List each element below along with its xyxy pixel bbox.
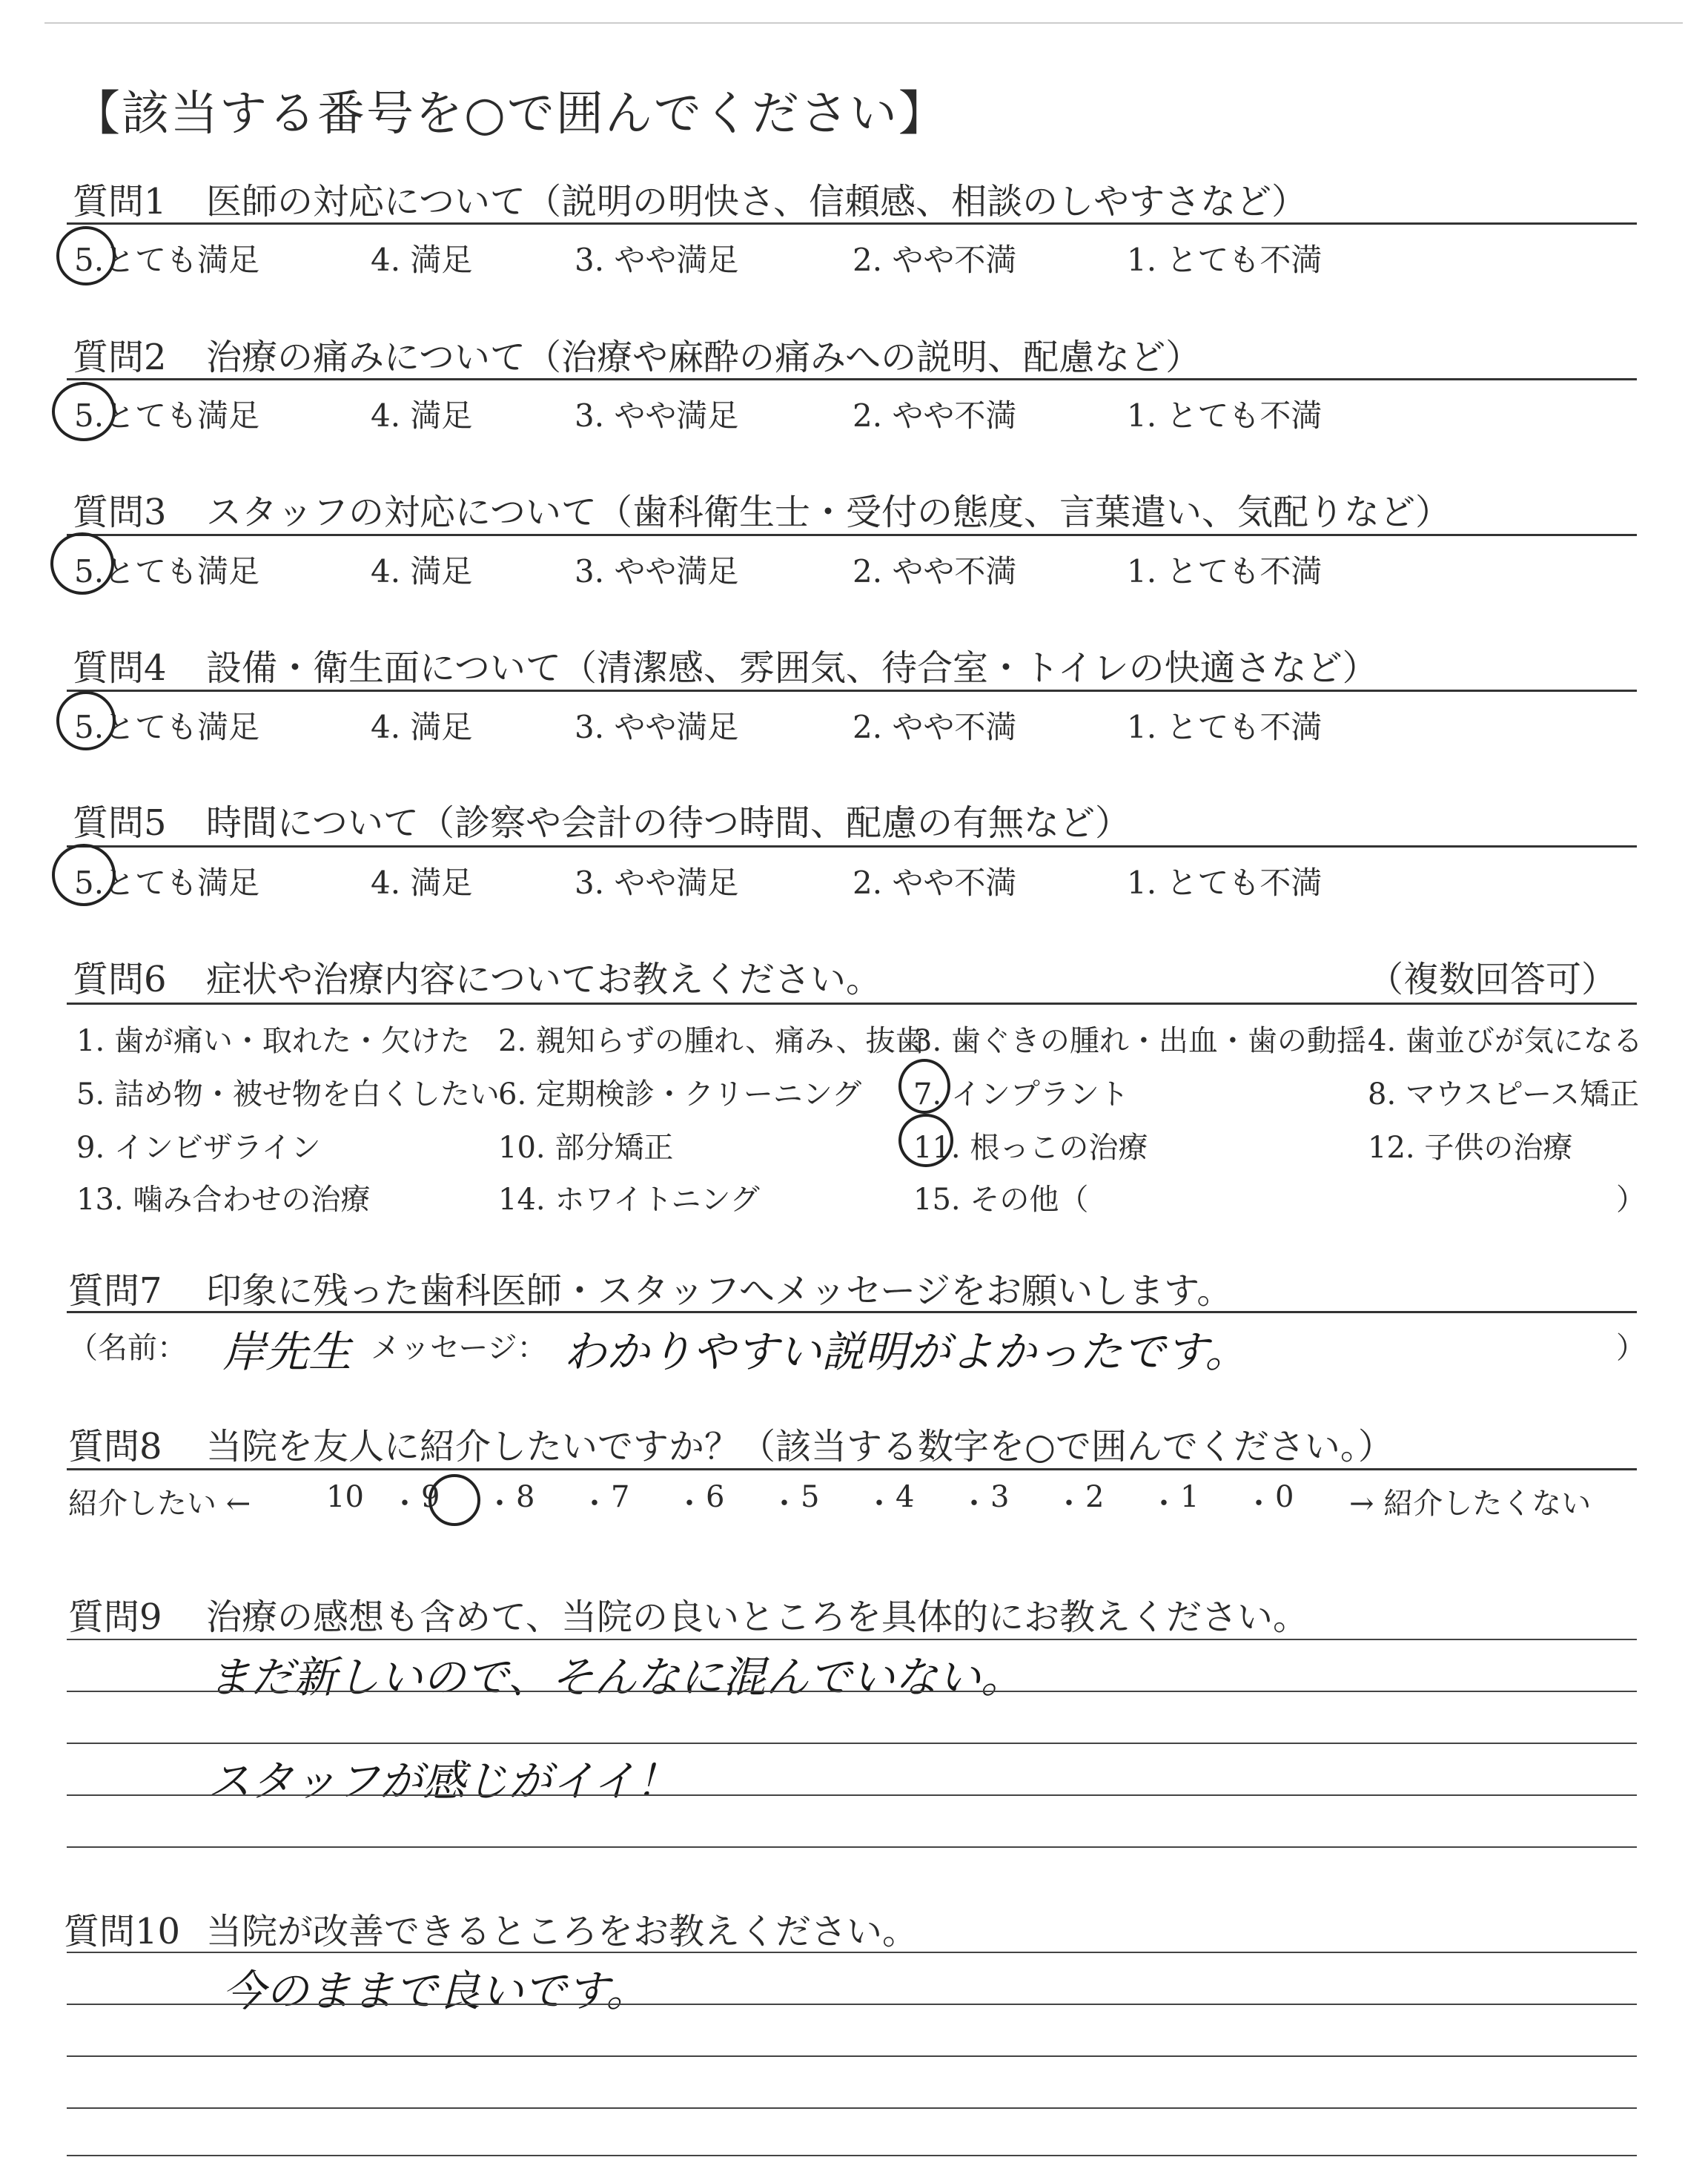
q10-rule-1 <box>67 1952 1637 1953</box>
q8-scale-separator: ・ <box>580 1487 609 1521</box>
q8-scale-7[interactable]: 7 <box>611 1480 630 1514</box>
question-8-text: 当院を友人に紹介したいですか？（該当する数字を○で囲んでください。） <box>206 1426 1394 1467</box>
q6-item-2[interactable]: 2. 親知らずの腫れ、痛み、抜歯 <box>498 1024 925 1058</box>
q9-answer-1[interactable]: まだ新しいので、そんなに混んでいない。 <box>208 1652 1024 1702</box>
question-1-rule <box>67 222 1637 225</box>
q5-option-5[interactable]: 5.とても満足 <box>74 865 260 901</box>
q3-option-4[interactable]: 4. 満足 <box>371 553 473 589</box>
q9-rule-1 <box>67 1639 1637 1640</box>
question-7-label: 質問7 <box>68 1270 162 1312</box>
q8-scale-separator: ・ <box>485 1487 514 1521</box>
q6-item-9[interactable]: 9. インビザライン <box>76 1131 321 1165</box>
q6-selection-circle-11 <box>898 1114 953 1167</box>
q6-item-14[interactable]: 14. ホワイトニング <box>498 1183 760 1217</box>
question-7-rule <box>67 1311 1637 1313</box>
q8-scale-2[interactable]: 2 <box>1085 1480 1105 1514</box>
q8-scale-3[interactable]: 3 <box>990 1480 1010 1514</box>
question-8-rule <box>67 1468 1637 1470</box>
q9-answer-2[interactable]: スタッフが感じがイイ！ <box>208 1756 679 1806</box>
q1-option-3[interactable]: 3. やや満足 <box>575 242 739 278</box>
q6-item-3[interactable]: 3. 歯ぐきの腫れ・出血・歯の動揺 <box>913 1024 1366 1058</box>
q10-rule-2 <box>67 2004 1637 2005</box>
q4-option-2[interactable]: 2. やや不満 <box>853 709 1017 745</box>
q6-item-7[interactable]: 7. インプラント <box>913 1077 1129 1112</box>
q6-item-4[interactable]: 4. 歯並びが気になる <box>1368 1024 1643 1058</box>
q5-option-1[interactable]: 1. とても不満 <box>1127 865 1323 901</box>
q8-scale-5[interactable]: 5 <box>801 1480 820 1514</box>
q7-message-label: メッセージ： <box>371 1331 547 1365</box>
q2-option-2[interactable]: 2. やや不満 <box>853 397 1017 434</box>
question-7-text: 印象に残った歯科医師・スタッフへメッセージをお願いします。 <box>206 1270 1233 1312</box>
q4-option-3[interactable]: 3. やや満足 <box>575 709 739 745</box>
q7-message-handwritten[interactable]: わかりやすい説明がよかったです。 <box>563 1327 1248 1377</box>
q8-scale-separator: ・ <box>959 1487 989 1521</box>
q9-rule-3 <box>67 1743 1637 1744</box>
q8-scale-separator: ・ <box>1244 1487 1274 1521</box>
question-3-label: 質問3 <box>73 492 167 533</box>
q5-selection-circle <box>52 844 116 906</box>
question-5-rule <box>67 845 1637 848</box>
question-10-label: 質問10 <box>64 1911 181 1952</box>
q10-rule-3 <box>67 2055 1637 2057</box>
q6-item-10[interactable]: 10. 部分矯正 <box>498 1131 674 1165</box>
q10-rule-5 <box>67 2155 1637 2156</box>
question-5-label: 質問5 <box>73 802 167 844</box>
q8-scale-6[interactable]: 6 <box>706 1480 725 1514</box>
question-2-rule <box>67 378 1637 380</box>
question-9-label: 質問9 <box>68 1596 162 1638</box>
q9-rule-4 <box>67 1794 1637 1796</box>
q6-item-11[interactable]: 11. 根っこの治療 <box>913 1131 1148 1165</box>
question-6-label: 質問6 <box>73 959 167 1000</box>
q1-option-2[interactable]: 2. やや不満 <box>853 242 1017 278</box>
scan-top-edge <box>44 22 1683 24</box>
q6-item-1[interactable]: 1. 歯が痛い・取れた・欠けた <box>76 1024 470 1058</box>
q4-option-5[interactable]: 5.とても満足 <box>74 709 260 745</box>
question-6-rule <box>67 1003 1637 1005</box>
q8-scale-0[interactable]: 0 <box>1275 1480 1294 1514</box>
q8-scale-separator: ・ <box>675 1487 704 1521</box>
question-6-note: （複数回答可） <box>1368 959 1618 1000</box>
q8-scale-9[interactable]: 9 <box>421 1480 440 1514</box>
q6-item-8[interactable]: 8. マウスピース矯正 <box>1368 1077 1640 1112</box>
q8-scale-separator: ・ <box>1149 1487 1179 1521</box>
q2-selection-circle <box>52 382 116 441</box>
question-6-text: 症状や治療内容についてお教えください。 <box>206 959 882 1000</box>
q10-rule-4 <box>67 2107 1637 2109</box>
q7-close-paren: ） <box>1616 1331 1646 1365</box>
q6-item-5[interactable]: 5. 詰め物・被せ物を白くしたい <box>76 1077 500 1112</box>
q8-scale-4[interactable]: 4 <box>896 1480 915 1514</box>
question-5-text: 時間について（診察や会計の待つ時間、配慮の有無など） <box>206 802 1131 844</box>
q1-option-5[interactable]: 5.とても満足 <box>74 242 260 278</box>
page-title: 【該当する番号を○で囲んでください】 <box>73 87 947 142</box>
question-3-text: スタッフの対応について（歯科衛生士・受付の態度、言葉遣い、気配りなど） <box>206 492 1452 533</box>
q7-name-label: （名前： <box>68 1331 187 1365</box>
q6-item-13[interactable]: 13. 噛み合わせの治療 <box>76 1183 371 1217</box>
q7-name-handwritten[interactable]: 岸先生 <box>222 1327 352 1377</box>
q1-option-4[interactable]: 4. 満足 <box>371 242 473 278</box>
question-10-text: 当院が改善できるところをお教えください。 <box>206 1911 918 1952</box>
q3-option-1[interactable]: 1. とても不満 <box>1127 553 1323 589</box>
q3-option-5[interactable]: 5.とても満足 <box>74 553 260 589</box>
q8-left-label: 紹介したい ← <box>68 1487 251 1521</box>
q5-option-2[interactable]: 2. やや不満 <box>853 865 1017 901</box>
q8-scale-separator: ・ <box>864 1487 894 1521</box>
q8-right-label: → 紹介したくない <box>1349 1487 1592 1521</box>
question-4-text: 設備・衛生面について（清潔感、雰囲気、待合室・トイレの快適さなど） <box>206 647 1378 689</box>
q9-rule-2 <box>67 1691 1637 1692</box>
q8-scale-separator: ・ <box>390 1487 420 1521</box>
question-2-text: 治療の痛みについて（治療や麻酔の痛みへの説明、配慮など） <box>206 337 1202 378</box>
q6-item-6[interactable]: 6. 定期検診・クリーニング <box>498 1077 862 1112</box>
q3-option-2[interactable]: 2. やや不満 <box>853 553 1017 589</box>
q6-selection-circle-7 <box>898 1059 950 1114</box>
q4-option-1[interactable]: 1. とても不満 <box>1127 709 1323 745</box>
question-9-text: 治療の感想も含めて、当院の良いところを具体的にお教えください。 <box>206 1596 1309 1638</box>
q3-option-3[interactable]: 3. やや満足 <box>575 553 739 589</box>
question-8-label: 質問8 <box>68 1426 162 1467</box>
question-4-rule <box>67 690 1637 692</box>
q2-option-1[interactable]: 1. とても不満 <box>1127 397 1323 434</box>
q8-scale-separator: ・ <box>769 1487 799 1521</box>
question-1-label: 質問1 <box>73 181 167 222</box>
question-1-text: 医師の対応について（説明の明快さ、信頼感、相談のしやすさなど） <box>206 181 1308 222</box>
question-3-rule <box>67 534 1637 536</box>
q2-option-3[interactable]: 3. やや満足 <box>575 397 739 434</box>
q6-item-15[interactable]: 15. その他（ <box>913 1183 1089 1217</box>
q9-rule-5 <box>67 1846 1637 1848</box>
q5-option-4[interactable]: 4. 満足 <box>371 865 473 901</box>
q5-option-3[interactable]: 3. やや満足 <box>575 865 739 901</box>
q2-option-5[interactable]: 5.とても満足 <box>74 397 260 434</box>
q3-selection-circle <box>50 532 114 595</box>
question-4-label: 質問4 <box>73 647 167 689</box>
q6-item-12[interactable]: 12. 子供の治療 <box>1368 1131 1573 1165</box>
q4-selection-circle <box>56 691 116 750</box>
q1-selection-circle <box>56 226 116 285</box>
q6-item-15-close: ） <box>1616 1183 1646 1217</box>
q8-scale-10[interactable]: 10 <box>326 1480 364 1514</box>
q10-answer-1[interactable]: 今のままで良いです。 <box>222 1966 649 2016</box>
q8-scale-8[interactable]: 8 <box>516 1480 535 1514</box>
q8-scale-separator: ・ <box>1054 1487 1084 1521</box>
q1-option-1[interactable]: 1. とても不満 <box>1127 242 1323 278</box>
question-2-label: 質問2 <box>73 337 167 378</box>
q8-selection-circle <box>428 1474 480 1526</box>
q8-scale-1[interactable]: 1 <box>1180 1480 1199 1514</box>
q4-option-4[interactable]: 4. 満足 <box>371 709 473 745</box>
q2-option-4[interactable]: 4. 満足 <box>371 397 473 434</box>
